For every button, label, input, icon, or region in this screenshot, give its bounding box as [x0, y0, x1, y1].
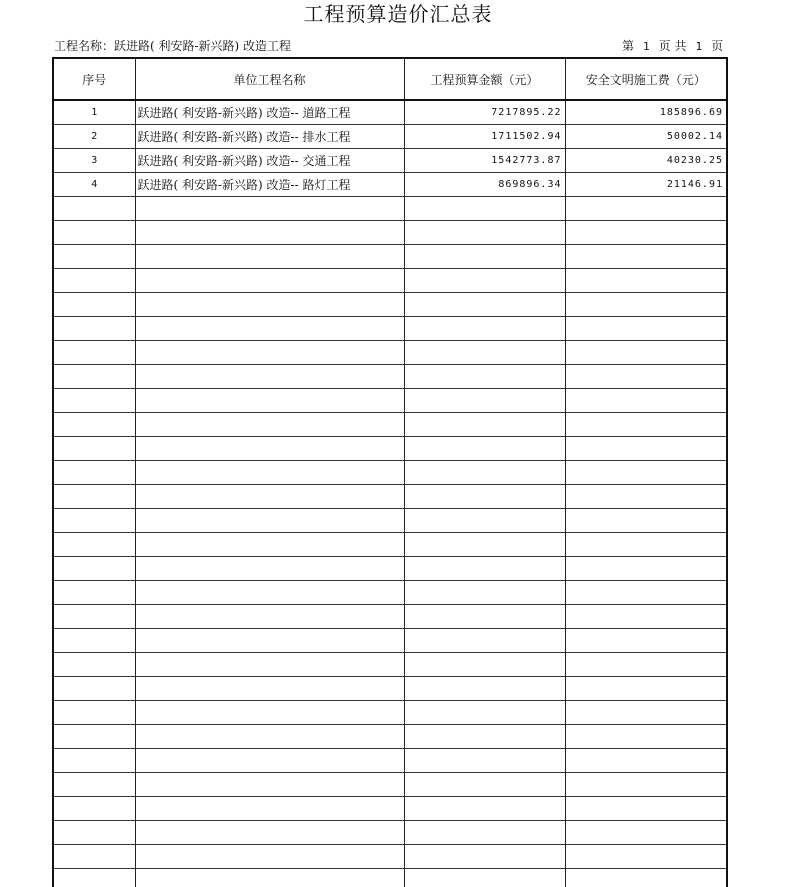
empty-table-row	[54, 340, 726, 364]
empty-cell	[565, 748, 726, 772]
empty-table-row	[54, 316, 726, 340]
table-row	[54, 100, 726, 124]
cell-index: 1	[54, 100, 135, 124]
empty-cell	[404, 676, 565, 700]
empty-cell	[404, 508, 565, 532]
empty-cell	[135, 460, 404, 484]
empty-cell	[404, 556, 565, 580]
empty-cell	[54, 340, 135, 364]
empty-cell	[54, 772, 135, 796]
empty-cell	[135, 700, 404, 724]
empty-cell	[404, 484, 565, 508]
cell-index: 2	[54, 124, 135, 148]
cell-safety-fee: 185896.69	[565, 100, 726, 124]
empty-cell	[135, 316, 404, 340]
empty-cell	[404, 580, 565, 604]
cell-name: 跃进路( 利安路-新兴路) 改造-- 交通工程	[135, 148, 404, 172]
empty-cell	[404, 748, 565, 772]
empty-table-row	[54, 220, 726, 244]
empty-cell	[135, 412, 404, 436]
empty-cell	[54, 820, 135, 844]
cell-name: 跃进路( 利安路-新兴路) 改造-- 道路工程	[135, 100, 404, 124]
empty-cell	[54, 316, 135, 340]
empty-cell	[54, 844, 135, 868]
empty-cell	[404, 436, 565, 460]
empty-cell	[565, 700, 726, 724]
header-safety-fee: 安全文明施工费（元）	[565, 59, 726, 100]
empty-table-row	[54, 748, 726, 772]
empty-cell	[135, 340, 404, 364]
empty-cell	[54, 484, 135, 508]
empty-table-row	[54, 820, 726, 844]
empty-cell	[565, 604, 726, 628]
empty-cell	[404, 244, 565, 268]
cell-safety-fee: 40230.25	[565, 148, 726, 172]
empty-cell	[404, 412, 565, 436]
empty-cell	[54, 292, 135, 316]
empty-table-row	[54, 604, 726, 628]
empty-cell	[565, 652, 726, 676]
header-index: 序号	[54, 59, 135, 100]
table-row	[54, 124, 726, 148]
empty-cell	[54, 460, 135, 484]
empty-cell	[404, 388, 565, 412]
cell-index: 3	[54, 148, 135, 172]
empty-table-row	[54, 796, 726, 820]
header-budget: 工程预算金额（元）	[404, 59, 565, 100]
empty-table-row	[54, 532, 726, 556]
summary-table-container	[52, 57, 728, 887]
empty-table-row	[54, 460, 726, 484]
cell-safety-fee: 21146.91	[565, 172, 726, 196]
empty-cell	[565, 868, 726, 887]
empty-table-row	[54, 292, 726, 316]
empty-table-row	[54, 676, 726, 700]
empty-cell	[565, 388, 726, 412]
empty-cell	[565, 556, 726, 580]
empty-cell	[565, 724, 726, 748]
empty-cell	[54, 436, 135, 460]
empty-cell	[565, 844, 726, 868]
empty-cell	[404, 796, 565, 820]
empty-cell	[135, 748, 404, 772]
project-name: 工程名称：跃进路( 利安路-新兴路) 改造工程	[54, 39, 292, 53]
empty-cell	[565, 508, 726, 532]
empty-cell	[404, 268, 565, 292]
empty-cell	[565, 364, 726, 388]
empty-cell	[565, 460, 726, 484]
empty-cell	[404, 652, 565, 676]
empty-cell	[404, 820, 565, 844]
table-row	[54, 148, 726, 172]
empty-cell	[404, 772, 565, 796]
empty-cell	[404, 364, 565, 388]
empty-cell	[404, 220, 565, 244]
empty-table-row	[54, 724, 726, 748]
empty-cell	[54, 628, 135, 652]
empty-cell	[404, 316, 565, 340]
empty-cell	[565, 292, 726, 316]
empty-cell	[135, 364, 404, 388]
empty-cell	[135, 556, 404, 580]
empty-cell	[404, 628, 565, 652]
cell-budget: 1711502.94	[404, 124, 565, 148]
empty-cell	[404, 196, 565, 220]
table-row	[54, 172, 726, 196]
empty-cell	[135, 268, 404, 292]
page-indicator	[622, 38, 723, 55]
empty-cell	[54, 412, 135, 436]
empty-cell	[54, 364, 135, 388]
empty-cell	[135, 772, 404, 796]
empty-cell	[135, 796, 404, 820]
empty-cell	[565, 244, 726, 268]
empty-cell	[135, 628, 404, 652]
cell-index: 4	[54, 172, 135, 196]
empty-cell	[54, 580, 135, 604]
empty-table-row	[54, 652, 726, 676]
empty-cell	[54, 652, 135, 676]
empty-table-row	[54, 388, 726, 412]
empty-table-row	[54, 556, 726, 580]
empty-table-row	[54, 700, 726, 724]
empty-cell	[135, 652, 404, 676]
empty-table-row	[54, 196, 726, 220]
empty-cell	[565, 196, 726, 220]
empty-cell	[54, 388, 135, 412]
empty-cell	[135, 532, 404, 556]
empty-cell	[135, 220, 404, 244]
empty-cell	[54, 748, 135, 772]
empty-cell	[135, 604, 404, 628]
empty-cell	[135, 244, 404, 268]
empty-cell	[54, 676, 135, 700]
empty-cell	[135, 844, 404, 868]
empty-table-row	[54, 244, 726, 268]
empty-cell	[404, 460, 565, 484]
empty-cell	[54, 556, 135, 580]
cell-name: 跃进路( 利安路-新兴路) 改造-- 路灯工程	[135, 172, 404, 196]
empty-cell	[404, 868, 565, 887]
cell-budget: 1542773.87	[404, 148, 565, 172]
empty-cell	[404, 700, 565, 724]
empty-table-row	[54, 868, 726, 887]
page-current: 1	[643, 40, 650, 53]
empty-cell	[565, 580, 726, 604]
empty-table-row	[54, 844, 726, 868]
empty-cell	[565, 268, 726, 292]
page-middle: 页 共	[658, 39, 687, 53]
empty-table-row	[54, 508, 726, 532]
empty-cell	[565, 628, 726, 652]
empty-cell	[565, 412, 726, 436]
empty-cell	[565, 316, 726, 340]
cell-budget: 7217895.22	[404, 100, 565, 124]
page-total: 1	[695, 40, 703, 53]
empty-cell	[565, 220, 726, 244]
empty-table-row	[54, 412, 726, 436]
empty-cell	[565, 676, 726, 700]
empty-cell	[54, 196, 135, 220]
empty-cell	[135, 436, 404, 460]
page-prefix: 第	[622, 39, 635, 53]
empty-cell	[54, 532, 135, 556]
empty-cell	[565, 796, 726, 820]
empty-cell	[135, 868, 404, 887]
empty-cell	[404, 532, 565, 556]
cell-budget: 869896.34	[404, 172, 565, 196]
empty-cell	[54, 700, 135, 724]
empty-cell	[565, 484, 726, 508]
cell-name: 跃进路( 利安路-新兴路) 改造-- 排水工程	[135, 124, 404, 148]
empty-cell	[135, 388, 404, 412]
empty-cell	[404, 844, 565, 868]
summary-table	[54, 59, 726, 887]
page-suffix: 页	[711, 39, 724, 53]
empty-cell	[135, 508, 404, 532]
empty-cell	[404, 292, 565, 316]
empty-table-row	[54, 580, 726, 604]
empty-cell	[135, 580, 404, 604]
empty-cell	[404, 604, 565, 628]
empty-cell	[54, 220, 135, 244]
empty-cell	[135, 292, 404, 316]
header-name: 单位工程名称	[135, 59, 404, 100]
table-header-row	[54, 59, 726, 100]
empty-table-row	[54, 484, 726, 508]
empty-cell	[54, 268, 135, 292]
table-body	[54, 100, 726, 887]
empty-cell	[54, 604, 135, 628]
empty-table-row	[54, 436, 726, 460]
empty-cell	[565, 772, 726, 796]
empty-cell	[565, 532, 726, 556]
empty-cell	[54, 244, 135, 268]
cell-safety-fee: 50002.14	[565, 124, 726, 148]
empty-cell	[565, 436, 726, 460]
empty-cell	[54, 796, 135, 820]
empty-cell	[404, 340, 565, 364]
empty-cell	[54, 868, 135, 887]
empty-table-row	[54, 628, 726, 652]
empty-table-row	[54, 364, 726, 388]
empty-cell	[54, 508, 135, 532]
empty-cell	[565, 820, 726, 844]
empty-table-row	[54, 772, 726, 796]
empty-cell	[565, 340, 726, 364]
empty-cell	[135, 676, 404, 700]
document-title: 工程预算造价汇总表	[303, 2, 493, 26]
empty-cell	[135, 724, 404, 748]
empty-cell	[135, 484, 404, 508]
empty-cell	[54, 724, 135, 748]
empty-cell	[404, 724, 565, 748]
empty-table-row	[54, 268, 726, 292]
empty-cell	[135, 196, 404, 220]
empty-cell	[135, 820, 404, 844]
